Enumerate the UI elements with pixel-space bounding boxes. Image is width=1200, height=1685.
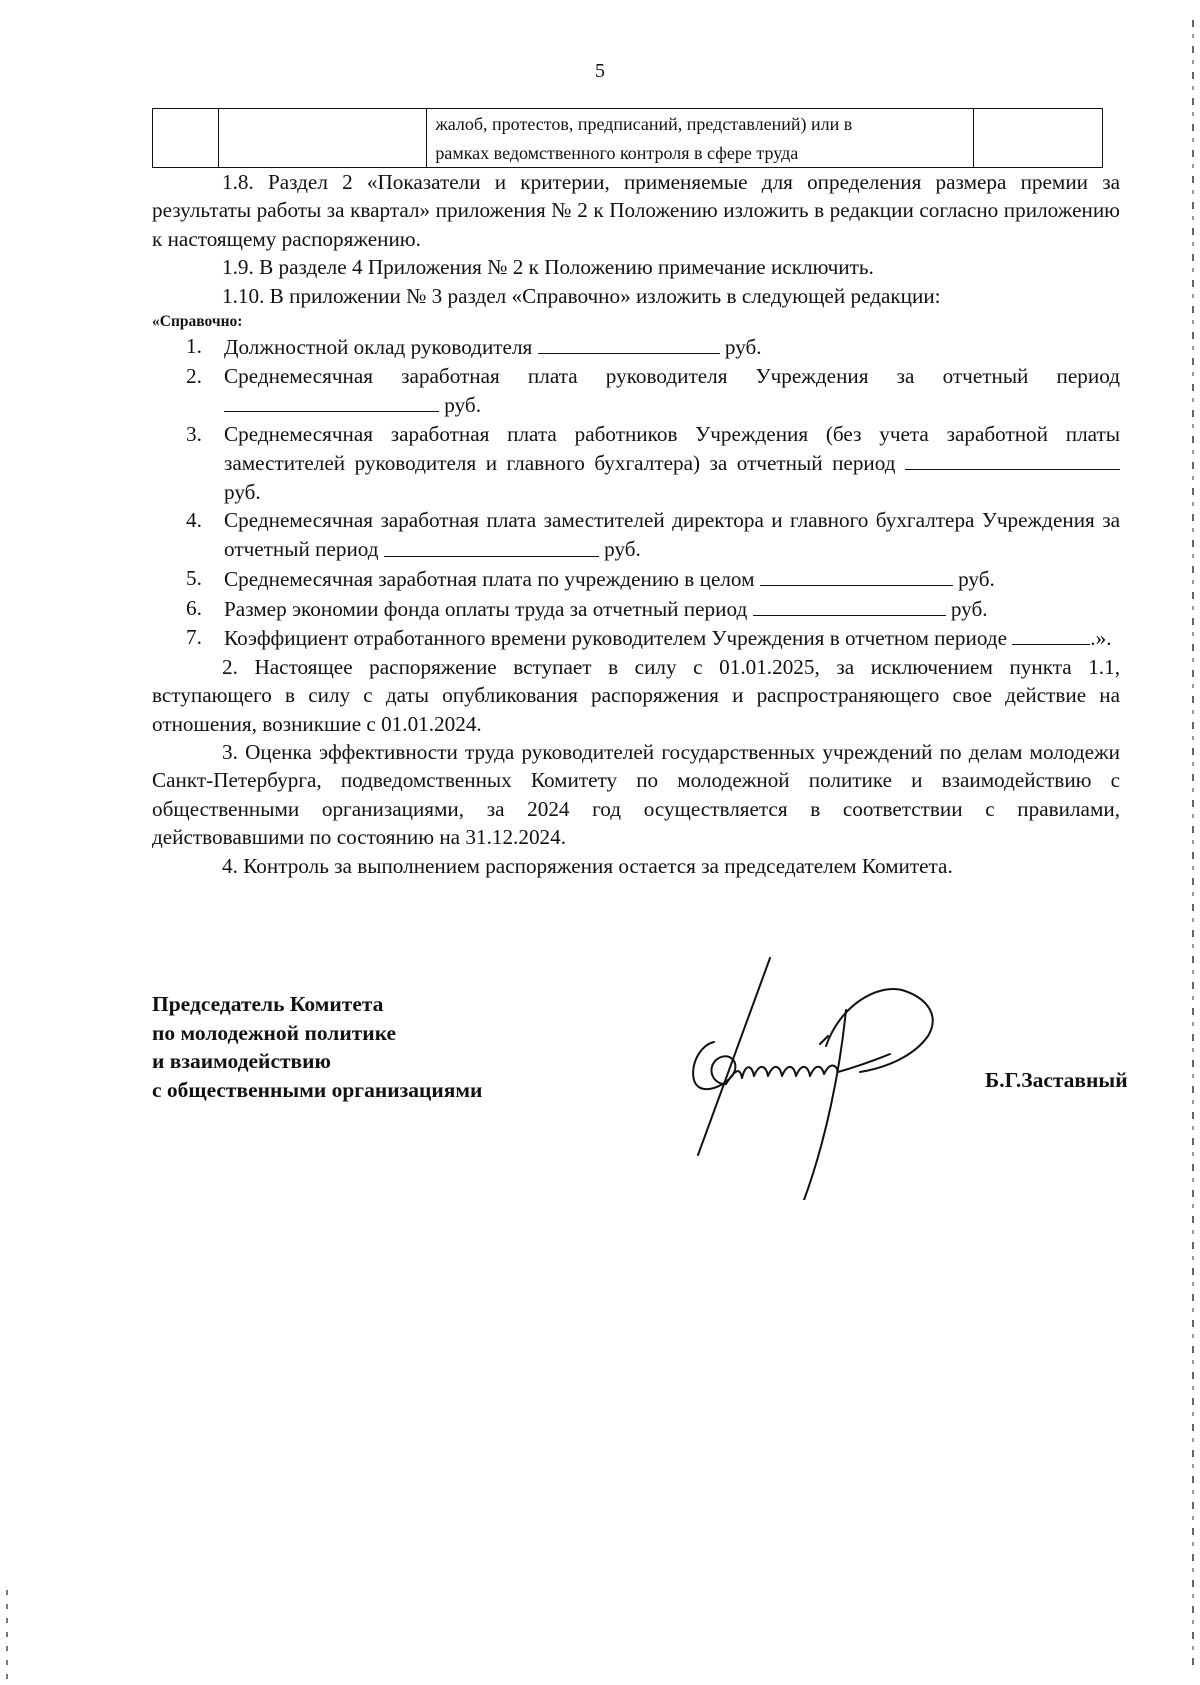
list-item-number: 7. [186,625,202,650]
list-item-number: 1. [186,334,202,359]
list-item [152,594,1120,624]
spravochno-heading: «Справочно: [152,313,243,331]
signatory-title-line: Председатель Комитета [152,992,384,1016]
paragraph-1-8: 1.8. Раздел 2 «Показатели и критерии, применяемые для определения размера премии за результаты работы за квартал» приложения № 2 к Положению изложить в редакции согласно приложению к настоящему распоряжению. [152,170,1120,251]
table-cell-number [153,109,219,168]
signer-name: Б.Г.Заставный [985,1068,1128,1092]
list-item-text: Коэффициент отработанного времени руководителем Учреждения в отчетном периоде [224,626,1007,651]
signatory-title-line: по молодежной политике [152,1020,397,1045]
blank-field [224,390,439,412]
paragraph-1-9: 1.9. В разделе 4 Приложения № 2 к Положению примечание исключить. [222,255,874,280]
list-item-text: Среднемесячная заработная плата руководителя Учреждения за отчетный период [224,363,1120,388]
list-item-number: 6. [186,595,202,620]
list-item-text: Среднемесячная заработная плата по учреждению в целом [224,567,755,592]
signature-stroke [698,958,770,1155]
list-item-number: 3. [186,421,202,446]
signatory-title-line: с общественными организациями [152,1077,483,1102]
list-item-tail: руб. [224,479,261,504]
list-item-text: Среднемесячная заработная плата работников Учреждения (без учета заработной платы заместителей руководителя и главного бухгалтера) за отчетный период [224,421,1120,476]
table-cell-line: жалоб, протестов, предписаний, представлений) или в [435,114,853,134]
blank-field [538,332,720,354]
paragraph-2: 2. Настоящее распоряжение вступает в силу с 01.01.2025, за исключением пункта 1.1, вступающего в силу с даты опубликования распоряжения и распространяющего свое действие на отношения, возникшие с 01.01.2024. [152,654,1120,736]
handwritten-signature [680,950,980,1200]
list-item-text: Среднемесячная заработная плата заместителей директора и главного бухгалтера Учреждения за отчетный период [224,508,1120,562]
signature-stroke [693,1042,735,1089]
scan-edge-artifact [1192,20,1194,1665]
table-cell-indicator [219,109,427,168]
page-number: 5 [595,60,605,82]
list-item-number: 4. [186,508,202,533]
list-item [152,623,1120,653]
table-row [153,109,1103,168]
list-item-text: Должностной оклад руководителя [224,335,533,360]
blank-field [760,564,953,586]
list-item-tail: руб. [598,537,641,562]
list-item [152,420,1120,506]
blank-field [1012,623,1090,645]
paragraph-1-10: 1.10. В приложении № 3 раздел «Справочно» изложить в следующей редакции: [222,283,941,308]
document-body [152,168,1120,880]
signature-stroke [826,989,933,1072]
list-item-tail: руб. [952,567,995,592]
scan-edge-artifact [6,1590,8,1685]
list-item-tail: руб. [945,596,988,621]
list-item [152,506,1120,564]
spravochno-list [152,332,1120,653]
continued-table [152,108,1103,168]
paragraph-4: 4. Контроль за выполнением распоряжения остается за председателем Комитета. [222,853,953,878]
paragraph-3: 3. Оценка эффективности труда руководителей государственных учреждений по делам молодежи Санкт-Петербурга, подведомственных Комитету по молодежной политике и взаимодействию с общественными организациями, за 2024 год осуществляется в соответствии с правилами, действовавшими по состоянию на 31.12.2024. [152,740,1120,850]
list-item-text: Размер экономии фонда оплаты труда за отчетный период [224,596,748,621]
list-item-number: 2. [186,363,202,388]
table-cell-value [974,109,1103,168]
list-item [152,362,1120,420]
blank-field [384,534,599,556]
table-cell-line: рамках ведомственного контроля в сфере труда [435,143,799,163]
list-item-number: 5. [186,566,202,591]
blank-field [905,448,1120,470]
list-item-tail: руб. [719,335,762,360]
list-item [152,564,1120,594]
list-item-tail: руб. [439,393,482,418]
blank-field [753,594,946,616]
list-item-tail: .». [1090,626,1112,651]
signatory-title [152,990,482,1104]
signature-stroke [726,1054,890,1084]
list-item [152,332,1120,362]
signatory-title-line: и взаимодействию [152,1049,331,1073]
table-cell-criteria [427,109,974,168]
